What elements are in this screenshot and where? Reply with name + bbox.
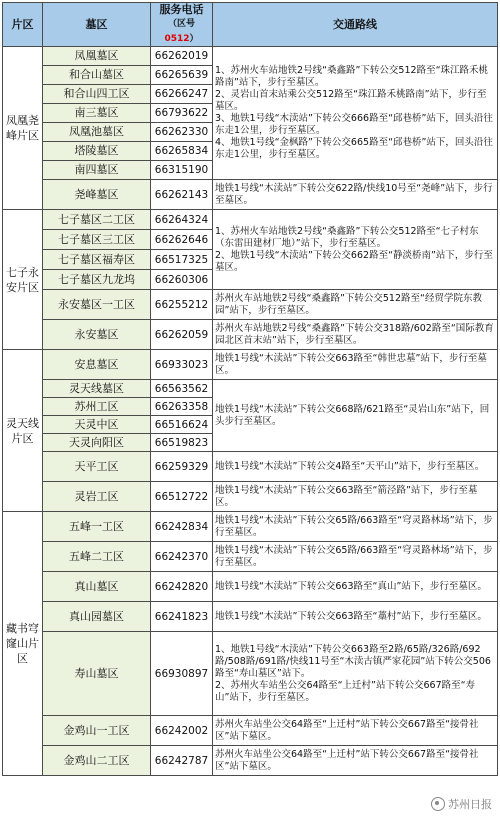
table-row [3, 572, 498, 602]
phone-number: 66255212 [151, 290, 213, 320]
area-lingtian: 灵天线片区 [3, 350, 43, 512]
phone-number: 66242787 [151, 746, 213, 776]
table-row [3, 350, 498, 380]
cemetery-name: 七子墓区三工区 [43, 230, 151, 250]
cemetery-table [2, 2, 498, 776]
cemetery-name: 真山墓区 [43, 572, 151, 602]
table-row [3, 512, 498, 542]
table-row [3, 210, 498, 230]
header-row [3, 3, 498, 47]
table-row [3, 602, 498, 632]
weibo-icon [431, 797, 445, 811]
route-cell: 地铁1号线“木渎站”下转公交668路/621路至“灵岩山东”站下，回头步行至墓区。 [213, 380, 498, 452]
phone-number: 66242820 [151, 572, 213, 602]
cemetery-name: 五峰二工区 [43, 542, 151, 572]
route-cell: 地铁1号线“木渎站”下转公交65路/663路至“穹灵路林场”站下，步行至墓区。 [213, 542, 498, 572]
watermark [431, 796, 492, 812]
phone-number: 66930897 [151, 632, 213, 716]
route-cell: 地铁1号线“木渎站”下转公交663路至“真山”站下，步行至墓区。 [213, 572, 498, 602]
phone-number: 66242834 [151, 512, 213, 542]
phone-number: 66265639 [151, 66, 213, 85]
route-qizi [213, 210, 498, 290]
cemetery-name: 南四墓区 [43, 161, 151, 180]
header-phone [151, 3, 213, 47]
phone-number: 66519823 [151, 434, 213, 452]
route-cell: 地铁1号线“木渎站”下转公交663路至“藁村”站下，步行至墓区。 [213, 602, 498, 632]
cemetery-name: 凤凰墓区 [43, 47, 151, 66]
table-row [3, 320, 498, 350]
route-line: 3、地铁1号线“木渎站”下转公交666路至“邱巷桥”站下，回头沿往东走1公里，步行至墓区。 [215, 113, 493, 136]
table-row [3, 716, 498, 746]
phone-number: 66262330 [151, 123, 213, 142]
route-cell: 地铁1号线“木渎站”下转公交663路至“箭泾路”站下，步行至墓区。 [213, 482, 498, 512]
cemetery-name: 寿山墓区 [43, 632, 151, 716]
cemetery-name: 金鸡山一工区 [43, 716, 151, 746]
phone-number: 66241823 [151, 602, 213, 632]
route-line: 2、灵岩山首末站乘公交512路至“珠江路禾桃路南”站下，步行至墓区。 [215, 89, 487, 112]
phone-number: 66265834 [151, 142, 213, 161]
phone-number: 66242370 [151, 542, 213, 572]
phone-number: 66262059 [151, 320, 213, 350]
header-route: 交通路线 [213, 3, 498, 47]
area-code: 0512 [164, 34, 190, 44]
cemetery-name: 和合山四工区 [43, 85, 151, 104]
phone-number: 66260306 [151, 270, 213, 290]
cemetery-name: 凤凰池墓区 [43, 123, 151, 142]
cemetery-name: 尧峰墓区 [43, 180, 151, 210]
cemetery-name: 永安墓区 [43, 320, 151, 350]
cemetery-name: 七子墓区九龙坞 [43, 270, 151, 290]
route-cell [213, 632, 498, 716]
route-cell: 苏州火车站地铁2号线“桑鑫路”下转公交318路/602路至“国际教育园北区首末站”站下，步行至墓区。 [213, 320, 498, 350]
cemetery-name: 和合山墓区 [43, 66, 151, 85]
phone-number: 66315190 [151, 161, 213, 180]
watermark-text: 苏州日报 [448, 798, 492, 811]
route-cell: 地铁1号线“木渎站”下转公交663路至“韩世忠墓”站下，步行至墓区。 [213, 350, 498, 380]
phone-number: 66259329 [151, 452, 213, 482]
route-line: 1、苏州火车站地铁2号线“桑鑫路”下转公交512路至“珠江路禾桃路南”站下，步行至墓区。 [215, 65, 488, 88]
route-fenghuang [213, 47, 498, 180]
cemetery-name: 灵天线墓区 [43, 380, 151, 398]
table-row [3, 482, 498, 512]
phone-number: 66263358 [151, 398, 213, 416]
phone-number: 66516624 [151, 416, 213, 434]
route-cell: 地铁1号线“木渎站”下转公交622路/快线10号至“尧峰”站下，步行至墓区。 [213, 180, 498, 210]
route-cell: 苏州火车站坐公交64路至“上迁村”站下转公交667路至“接骨社区”站下墓区。 [213, 716, 498, 746]
cemetery-name: 安息墓区 [43, 350, 151, 380]
table-row [3, 632, 498, 716]
cemetery-name: 七子墓区福寿区 [43, 250, 151, 270]
route-line: 1、地铁1号线“木渎站”下转公交663路至2路/65路/326路/692路/508路/691路/快线11号至“木渎古镇严家花园”站下转公交506路至“寿山墓区”站下。 [215, 643, 491, 679]
area-qizi: 七子永安片区 [3, 210, 43, 350]
cemetery-name: 天灵中区 [43, 416, 151, 434]
cemetery-name: 天灵向阳区 [43, 434, 151, 452]
header-phone-sub: （区号0512） [164, 19, 199, 44]
cemetery-name: 真山园墓区 [43, 602, 151, 632]
cemetery-name: 南三墓区 [43, 104, 151, 123]
phone-number: 66563562 [151, 380, 213, 398]
route-line: 4、地铁1号线“金枫路”下转公交665路至“邱巷桥”站下，回头沿往东走1公里，步行至墓区。 [215, 137, 493, 160]
route-line: 2、地铁1号线“木渎站”下转公交662路至“静淡桥南”站下，步行至墓区。 [215, 249, 493, 273]
cemetery-name: 五峰一工区 [43, 512, 151, 542]
route-cell: 苏州火车站地铁2号线“桑鑫路”下转公交512路至“经贸学院东教园”站下，步行至墓区。 [213, 290, 498, 320]
cemetery-name: 七子墓区二工区 [43, 210, 151, 230]
phone-number: 66262143 [151, 180, 213, 210]
route-cell: 苏州火车站坐公交64路至“上迁村”站下转公交667路至“接骨社区”站下墓区。 [213, 746, 498, 776]
area-cangshu: 藏书穹窿山片区 [3, 512, 43, 776]
phone-number: 66793622 [151, 104, 213, 123]
table-row [3, 47, 498, 66]
table-row [3, 542, 498, 572]
header-area: 片区 [3, 3, 43, 47]
header-phone-title: 服务电话 [159, 3, 204, 16]
route-line: 2、苏州火车站坐公交64路至“上迁村”站下转公交667路至“寿山”站下，步行至墓区。 [215, 679, 476, 703]
phone-number: 66512722 [151, 482, 213, 512]
phone-number: 66242002 [151, 716, 213, 746]
route-cell: 地铁1号线“木渎站”下转公交4路至“天平山”站下，步行至墓区。 [213, 452, 498, 482]
table-row [3, 452, 498, 482]
route-line: 1、苏州火车站地铁2号线“桑鑫路”下转公交512路至“七子村东（东雷田建材厂地）”站下，步行至墓区。 [215, 225, 479, 249]
cemetery-name: 塔陵墓区 [43, 142, 151, 161]
table-row [3, 180, 498, 210]
phone-number: 66517325 [151, 250, 213, 270]
cemetery-name: 天平工区 [43, 452, 151, 482]
area-fenghuang: 凤凰尧峰片区 [3, 47, 43, 210]
table-row [3, 746, 498, 776]
phone-number: 66262019 [151, 47, 213, 66]
phone-number: 66933023 [151, 350, 213, 380]
cemetery-name: 灵岩工区 [43, 482, 151, 512]
phone-number: 66264324 [151, 210, 213, 230]
header-cemetery: 墓区 [43, 3, 151, 47]
cemetery-name: 永安墓区一工区 [43, 290, 151, 320]
cemetery-name: 苏州工区 [43, 398, 151, 416]
table-row [3, 290, 498, 320]
phone-number: 66262646 [151, 230, 213, 250]
table-row [3, 380, 498, 398]
route-cell: 地铁1号线“木渎站”下转公交65路/663路至“穹灵路林场”站下，步行至墓区。 [213, 512, 498, 542]
cemetery-name: 金鸡山二工区 [43, 746, 151, 776]
phone-number: 66266247 [151, 85, 213, 104]
